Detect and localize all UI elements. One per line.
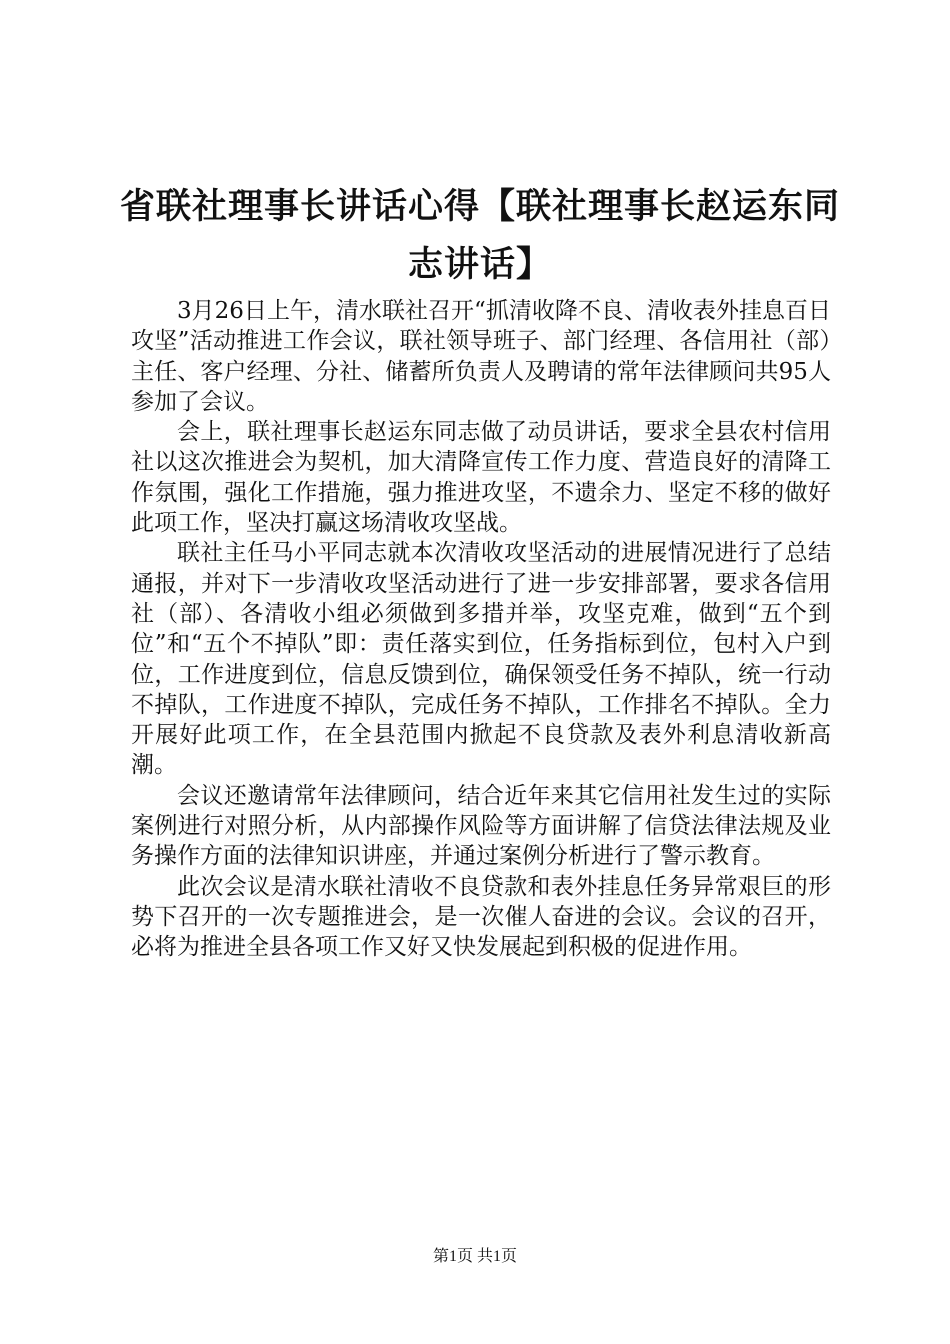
document-body — [131, 296, 831, 963]
paragraph-4: 会议还邀请常年法律顾问，结合近年来其它信用社发生过的实际案例进行对照分析，从内部操作风险等方面讲解了信贷法律法规及业务操作方面的法律知识讲座，并通过案例分析进行了警示教育。 — [131, 782, 831, 870]
paragraph-1: 3月26日上午，清水联社召开“抓清收降不良、清收表外挂息百日攻坚”活动推进工作会议，联社领导班子、部门经理、各信用社（部）主任、客户经理、分社、储蓄所负责人及聘请的常年法律顾问共95人参加了会议。 — [131, 298, 831, 415]
paragraph-2: 会上，联社理事长赵运东同志做了动员讲话，要求全县农村信用社以这次推进会为契机，加大清降宣传工作力度、营造良好的清降工作氛围，强化工作措施，强力推进攻坚，不遗余力、坚定不移的做好此项工作，坚决打赢这场清收攻坚战。 — [131, 419, 831, 537]
page-footer: 第1页 共1页 — [432, 1248, 517, 1265]
paragraph-3: 联社主任马小平同志就本次清收攻坚活动的进展情况进行了总结通报，并对下一步清收攻坚活动进行了进一步安排部署，要求各信用社（部）、各清收小组必须做到多措并举，攻坚克难，做到“五个到位”和“五个不掉队”即：责任落实到位，任务指标到位，包村入户到位，工作进度到位，信息反馈到位，确保领受任务不掉队，统一行动不掉队，工作进度不掉队，完成任务不掉队，工作排名不掉队。全力开展好此项工作，在全县范围内掀起不良贷款及表外利息清收新高潮。 — [131, 540, 831, 779]
document-title: 省联社理事长讲话心得【联社理事长赵运东同志讲话】 — [120, 187, 841, 285]
paragraph-5: 此次会议是清水联社清收不良贷款和表外挂息任务异常艰巨的形势下召开的一次专题推进会，是一次催人奋进的会议。会议的召开，必将为推进全县各项工作又好又快发展起到积极的促进作用。 — [131, 873, 831, 961]
